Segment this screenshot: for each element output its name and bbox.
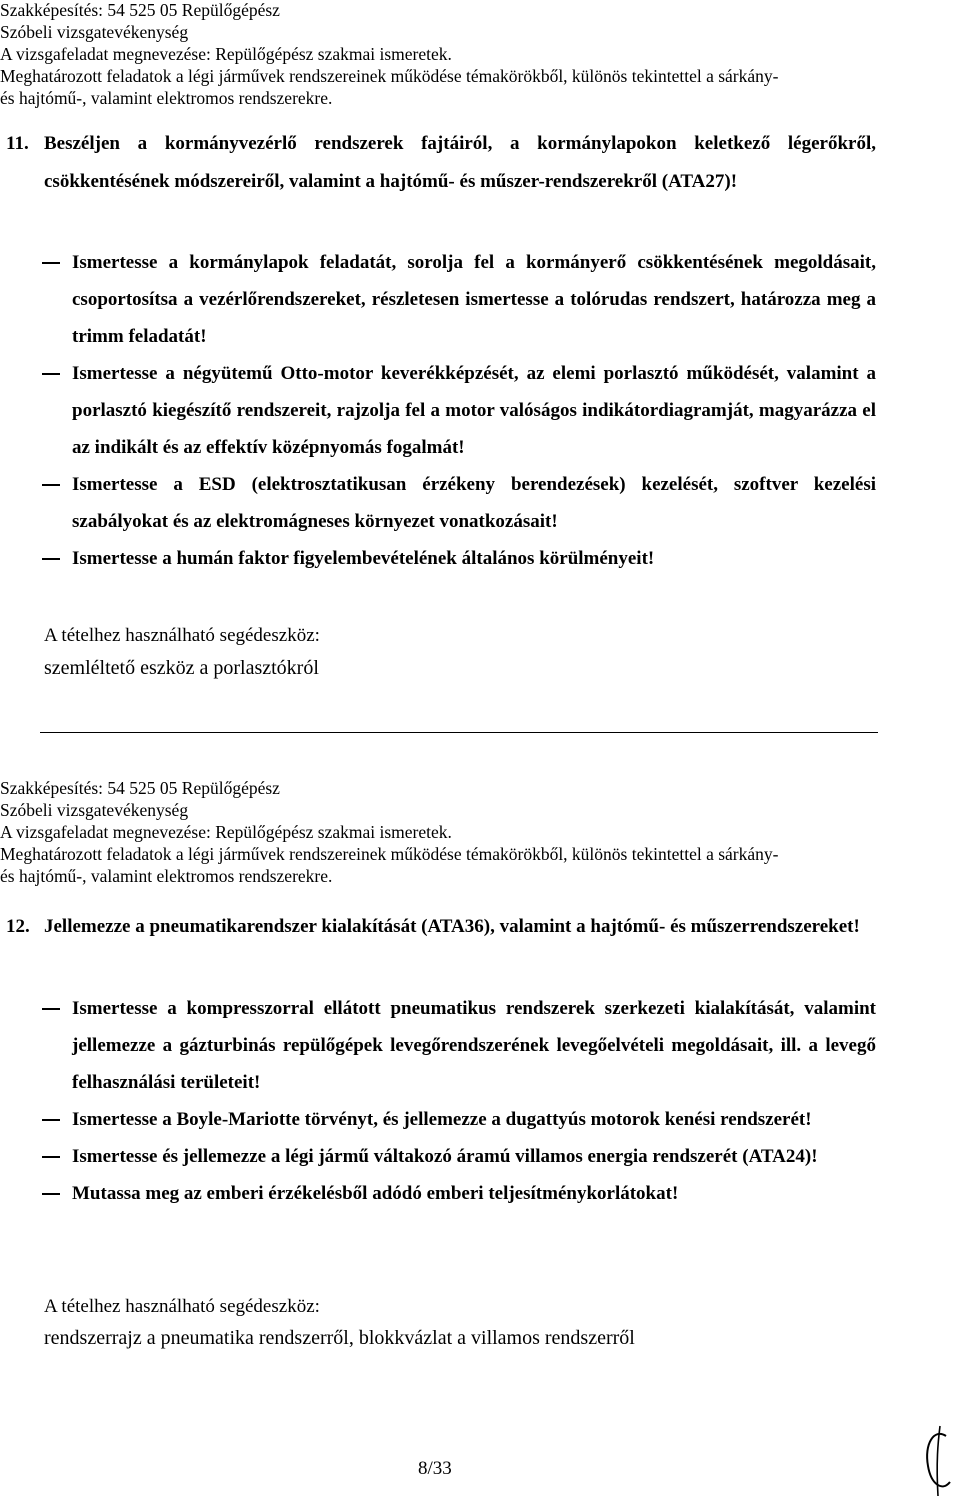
dash-bullet-icon bbox=[42, 1008, 60, 1010]
dash-bullet-icon bbox=[42, 484, 60, 486]
question-number: 12. bbox=[6, 916, 30, 937]
list-item: Ismertesse a kormánylapok feladatát, sorolja fel a kormányerő csökkentésének megoldásait, csoportosítsa a vezérlőrendszereket, részletesen ismertesse a tolórudas rendszert, határozza meg a trimm feladatát! bbox=[44, 244, 876, 355]
question-number: 11. bbox=[6, 133, 29, 154]
list-item: Ismertesse a humán faktor figyelembevételének általános körülményeit! bbox=[44, 540, 876, 577]
dash-bullet-icon bbox=[42, 1119, 60, 1121]
header-line-activity: Szóbeli vizsgatevékenység bbox=[0, 22, 189, 42]
header-line-topics: Meghatározott feladatok a légi járművek rendszereinek működése témakörökből, különös tekintettel a sárkány- bbox=[0, 844, 779, 864]
list-item: Ismertesse a Boyle-Mariotte törvényt, és jellemezze a dugattyús motorok kenési rendszerét! bbox=[44, 1101, 876, 1138]
question-text: Jellemezze a pneumatikarendszer kialakítását (ATA36), valamint a hajtómű- és műszerrendszereket! bbox=[44, 916, 860, 937]
list-item: Ismertesse a négyütemű Otto-motor keverékképzését, az elemi porlasztó működését, valamint a porlasztó kiegészítő rendszereit, rajzolja fel a motor valóságos indikátordiagramját, magyarázza el az indikált és az effektív középnyomás fogalmát! bbox=[44, 355, 876, 466]
question-12 bbox=[6, 908, 876, 946]
header-line-topics-cont: és hajtómű-, valamint elektromos rendszerekre. bbox=[0, 866, 333, 886]
header-line-activity: Szóbeli vizsgatevékenység bbox=[0, 800, 189, 820]
dash-bullet-icon bbox=[42, 1193, 60, 1195]
question-11 bbox=[6, 125, 876, 201]
dash-bullet-icon bbox=[42, 373, 60, 375]
section-divider bbox=[40, 732, 878, 733]
list-item: Ismertesse a ESD (elektrosztatikusan érzékeny berendezések) kezelését, szoftver kezelési szabályokat és az elektromágneses környezet vonatkozásait! bbox=[44, 466, 876, 540]
page-number: 8/33 bbox=[418, 1458, 452, 1479]
question-text: Beszéljen a kormányvezérlő rendszerek fajtáiról, a kormánylapokon keletkező légerőkről, csökkentésének módszereiről, valamint a hajtómű- és műszer-rendszerekről (ATA27)! bbox=[44, 133, 876, 192]
header-line-topics-cont: és hajtómű-, valamint elektromos rendszerekre. bbox=[0, 88, 333, 108]
dash-bullet-icon bbox=[42, 558, 60, 560]
header-line-task-name: A vizsgafeladat megnevezése: Repülőgépész szakmai ismeretek. bbox=[0, 822, 452, 842]
bullet-list-11 bbox=[44, 244, 876, 577]
dash-bullet-icon bbox=[42, 1156, 60, 1158]
header-line-qualification: Szakképesítés: 54 525 05 Repülőgépész bbox=[0, 0, 280, 20]
header-line-qualification: Szakképesítés: 54 525 05 Repülőgépész bbox=[0, 778, 280, 798]
aids-label: A tételhez használható segédeszköz: bbox=[44, 1296, 320, 1317]
list-item: Ismertesse a kompresszorral ellátott pneumatikus rendszerek szerkezeti kialakítását, valamint jellemezze a gázturbinás repülőgépek levegőrendszerének levegőelvételi megoldásait, ill. a levegő felhasználási területeit! bbox=[44, 990, 876, 1101]
aids-text: szemléltető eszköz a porlasztókról bbox=[44, 657, 319, 679]
signature-icon bbox=[920, 1422, 956, 1500]
list-item: Mutassa meg az emberi érzékelésből adódó emberi teljesítménykorlátokat! bbox=[44, 1175, 876, 1212]
aids-text: rendszerrajz a pneumatika rendszerről, blokkvázlat a villamos rendszerről bbox=[44, 1327, 635, 1349]
exam-header-1 bbox=[0, 0, 880, 109]
dash-bullet-icon bbox=[42, 262, 60, 264]
aids-label: A tételhez használható segédeszköz: bbox=[44, 625, 320, 646]
header-line-topics: Meghatározott feladatok a légi járművek rendszereinek működése témakörökből, különös tekintettel a sárkány- bbox=[0, 66, 779, 86]
list-item: Ismertesse és jellemezze a légi jármű váltakozó áramú villamos energia rendszerét (ATA24)! bbox=[44, 1138, 876, 1175]
exam-header-2 bbox=[0, 777, 880, 887]
header-line-task-name: A vizsgafeladat megnevezése: Repülőgépész szakmai ismeretek. bbox=[0, 44, 452, 64]
bullet-list-12 bbox=[44, 990, 876, 1212]
